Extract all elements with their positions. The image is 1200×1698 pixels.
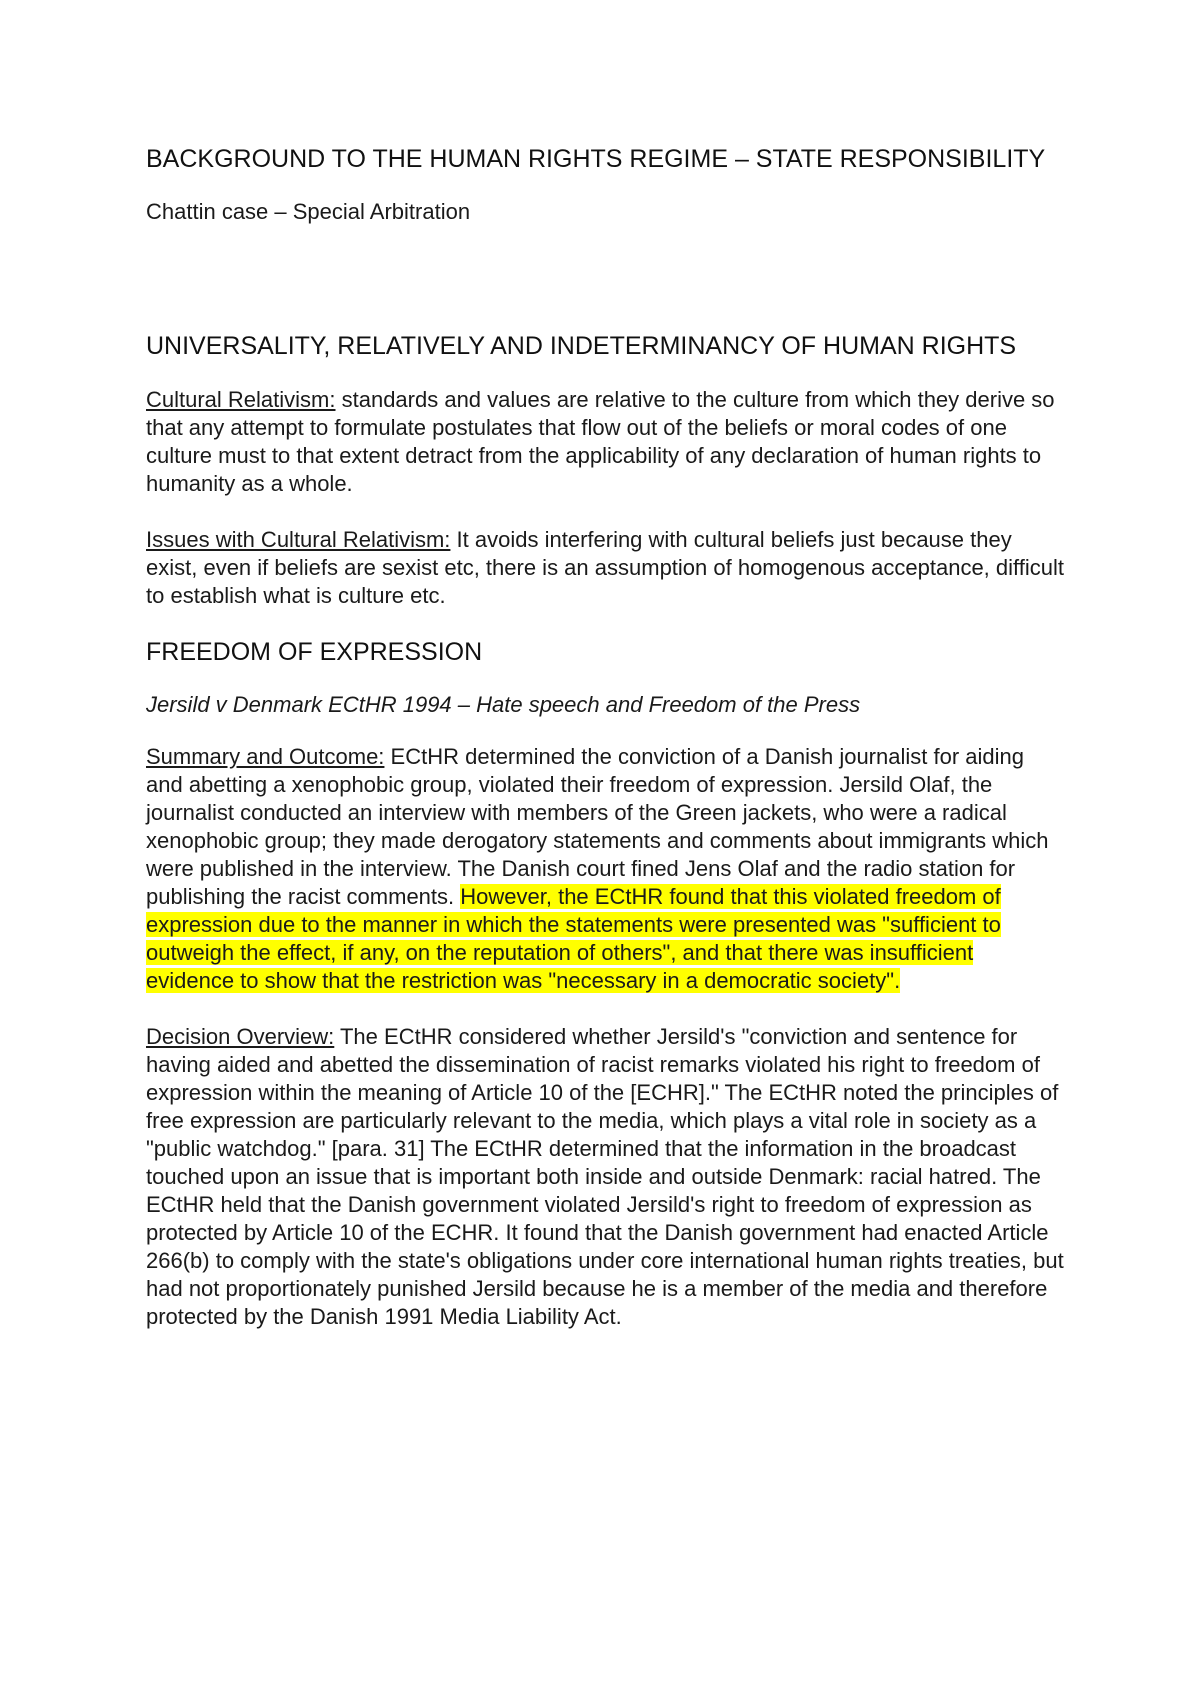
paragraph-cultural-relativism [146,386,1066,498]
text-issues-cultural-relativism: It avoids interfering with cultural beliefs just because they exist, even if beliefs are sexist etc, there is an assumption of homogenous acceptance, difficult to establish what is culture etc. [146,527,1064,608]
heading-background-human-rights-regime: BACKGROUND TO THE HUMAN RIGHTS REGIME – STATE RESPONSIBILITY [146,145,1046,173]
label-decision-overview: Decision Overview: [146,1024,335,1049]
label-issues-cultural-relativism: Issues with Cultural Relativism: [146,527,451,552]
paragraph-issues-cultural-relativism [146,526,1066,610]
heading-universality: UNIVERSALITY, RELATIVELY AND INDETERMINANCY OF HUMAN RIGHTS [146,332,1017,360]
highlighted-text: However, the ECtHR found that this violated freedom of expression due to the manner in which the statements were presented was "sufficient to outweigh the effect, if any, on the reputation of others", and that there was insufficient evidence to show that the restriction was "necessary in a democratic society". [146,884,1001,993]
chattin-case-line: Chattin case – Special Arbitration [146,199,471,224]
case-title-jersild: Jersild v Denmark ECtHR 1994 – Hate speech and Freedom of the Press [146,692,861,717]
document-content [146,143,1066,1331]
paragraph-decision-overview [146,1023,1066,1331]
text-summary-outcome: ECtHR determined the conviction of a Danish journalist for aiding and abetting a xenophobic group, violated their freedom of expression. Jersild Olaf, the journalist conducted an interview with members of the Green jackets, who were a radical xenophobic group; they made derogatory statements and comments about immigrants which were published in the interview. The Danish court fined Jens Olaf and the radio station for publishing the racist comments. [146,744,1049,909]
text-cultural-relativism: standards and values are relative to the culture from which they derive so that any attempt to formulate postulates that flow out of the beliefs or moral codes of one culture must to that extent detract from the applicability of any declaration of human rights to humanity as a whole. [146,387,1055,496]
label-summary-outcome: Summary and Outcome: [146,744,385,769]
paragraph-summary-outcome [146,743,1066,995]
text-decision-overview: The ECtHR considered whether Jersild's "conviction and sentence for having aided and abetted the dissemination of racist remarks violated his right to freedom of expression within the meaning of Article 10 of the [ECHR]." The ECtHR noted the principles of free expression are particularly relevant to the media, which plays a vital role in society as a "public watchdog." [para. 31] The ECtHR determined that the information in the broadcast touched upon an issue that is important both inside and outside Denmark: racial hatred. The ECtHR held that the Danish government violated Jersild's right to freedom of expression as protected by Article 10 of the ECHR. It found that the Danish government had enacted Article 266(b) to comply with the state's obligations under core international human rights treaties, but had not proportionately punished Jersild because he is a member of the media and therefore protected by the Danish 1991 Media Liability Act. [146,1024,1064,1329]
heading-freedom-of-expression: FREEDOM OF EXPRESSION [146,638,483,666]
label-cultural-relativism: Cultural Relativism: [146,387,336,412]
